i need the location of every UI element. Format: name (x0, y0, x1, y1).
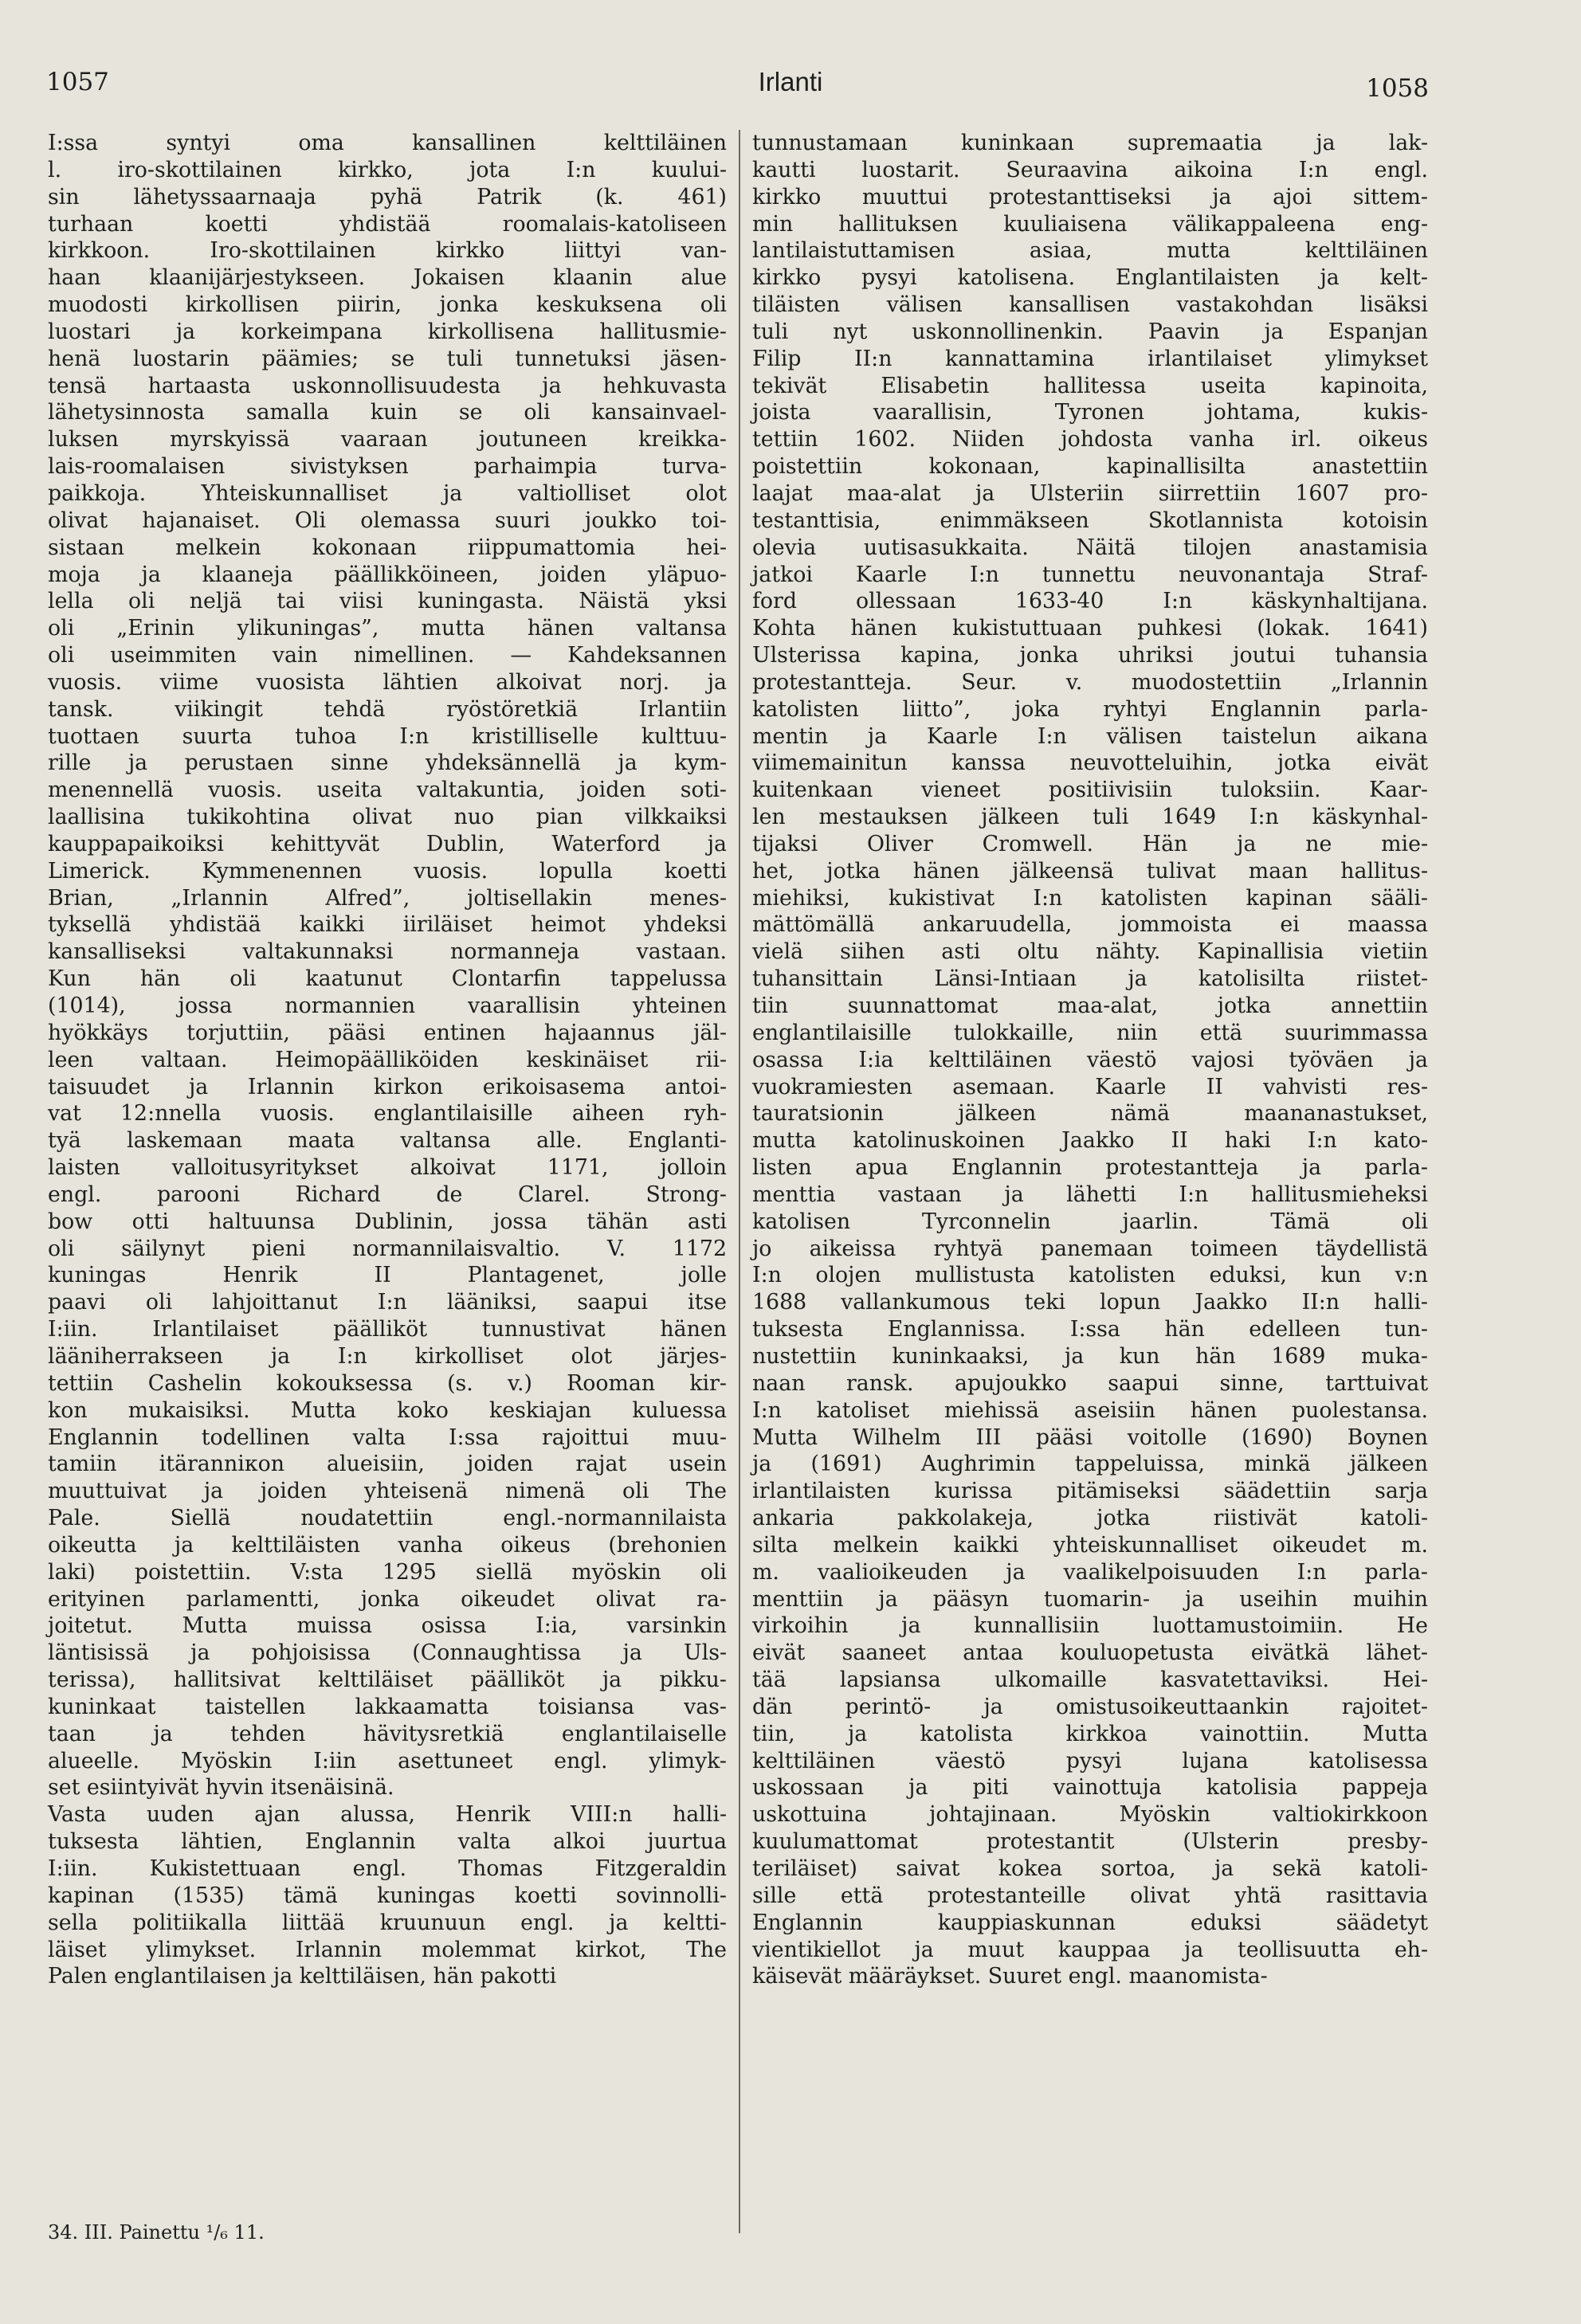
text-line: Kohta hänen kukistuttuaan puhkesi (lokak. 1641) (752, 616, 1428, 641)
text-line: rille ja perustaen sinne yhdeksännellä ja kym- (48, 750, 727, 776)
text-line: turhaan koetti yhdistää roomalais-katoliseen (48, 211, 727, 237)
text-line: alueelle. Myöskin I:iin asettuneet engl. ylimyk- (48, 1748, 727, 1773)
text-line: oli „Erinin ylikuningas”, mutta hänen valtansa (48, 616, 727, 641)
text-line: laki) poistettiin. V:sta 1295 siellä myöskin oli (48, 1559, 727, 1585)
text-line: tunnustamaan kuninkaan supremaatia ja lak- (752, 131, 1428, 155)
text-line: Englannin kauppiaskunnan eduksi säädetyt (752, 1910, 1428, 1935)
text-line: taisuudet ja Irlannin kirkon erikoisasema antoi- (48, 1074, 727, 1099)
text-line: mutta katolinuskoinen Jaakko II haki I:n kato- (752, 1128, 1428, 1154)
printing-footnote: 34. III. Painettu ¹/₆ 11. (48, 2221, 265, 2244)
text-line: dän perintö- ja omistusoikeuttaankin rajoitet- (752, 1694, 1428, 1719)
text-line: laallisina tukikohtina olivat nuo pian vilkkaiksi (48, 805, 727, 830)
text-line: testanttisia, enimmäkseen Skotlannista kotoisin (752, 508, 1428, 533)
text-line: kon mukaisiksi. Mutta koko keskiajan kuluessa (48, 1397, 727, 1423)
text-line: hyökkäys torjuttiin, pääsi entinen hajaannus jäl- (48, 1020, 727, 1045)
text-line: lantilaistuttamisen asiaa, mutta kelttiläinen (752, 238, 1428, 264)
text-line: kirkkoon. Iro-skottilainen kirkko liittyi van- (48, 238, 727, 264)
text-line: mentin ja Kaarle I:n välisen taistelun aikana (752, 723, 1428, 749)
text-line: kirkko muuttui protestanttiseksi ja ajoi sittem- (752, 184, 1428, 210)
text-line: I:ssa syntyi oma kansallinen kelttiläinen (48, 131, 727, 155)
text-line: tuksesta lähtien, Englannin valta alkoi juurtua (48, 1829, 727, 1855)
text-line: terissa), hallitsivat kelttiläiset päälliköt ja pikku- (48, 1668, 727, 1693)
column-divider (739, 130, 740, 2233)
text-line: poistettiin kokonaan, kapinallisilta anastettiin (752, 454, 1428, 480)
text-line: tettiin Cashelin kokouksessa (s. v.) Rooman kir- (48, 1370, 727, 1396)
text-line: olevia uutisasukkaita. Näitä tilojen anastamisia (752, 535, 1428, 560)
text-line: tekivät Elisabetin hallitessa useita kapinoita, (752, 373, 1428, 398)
text-line: tuli nyt uskonnollinenkin. Paavin ja Espanjan (752, 319, 1428, 344)
page-number-left: 1057 (46, 68, 109, 96)
text-line: vat 12:nnella vuosis. englantilaisille aiheen ryh- (48, 1101, 727, 1127)
text-line: luostari ja korkeimpana kirkollisena hallitusmie- (48, 319, 727, 344)
text-line: kuitenkaan vieneet positiivisiin tuloksiin. Kaar- (752, 778, 1428, 803)
text-line: protestantteja. Seur. v. muodostettiin „Irlannin (752, 669, 1428, 695)
text-line: mättömällä ankaruudella, jommoista ei maassa (752, 912, 1428, 938)
text-line: Pale. Siellä noudatettiin engl.-normannilaista (48, 1506, 727, 1531)
text-line: kansalliseksi valtakunnaksi normanneja vastaan. (48, 939, 727, 965)
text-line: kauppapaikoiksi kehittyvät Dublin, Waterford ja (48, 831, 727, 856)
text-line: tamiin itäranniкon alueisiin, joiden rajat usein (48, 1452, 727, 1477)
text-line: läntisissä ja pohjoisissa (Connaughtissa ja Uls- (48, 1640, 727, 1666)
text-line: vuokramiesten asemaan. Kaarle II vahvisti res- (752, 1074, 1428, 1099)
text-line: englantilaisille tulokkaille, niin että suurimmassa (752, 1020, 1428, 1045)
text-line: naan ransk. apujoukko saapui sinne, tarttuivat (752, 1370, 1428, 1396)
text-line: erityinen parlamentti, jonka oikeudet olivat ra- (48, 1586, 727, 1612)
text-line: silta melkein kaikki yhteiskunnalliset oikeudet m. (752, 1532, 1428, 1558)
text-line: tiin suunnattomat maa-alat, jotka annettiin (752, 993, 1428, 1018)
text-line: tää lapsiansa ulkomaille kasvatettaviksi. Hei- (752, 1668, 1428, 1693)
text-line: I:iin. Irlantilaiset päälliköt tunnustivat hänen (48, 1317, 727, 1342)
text-line: Palen englantilaisen ja kelttiläisen, hän pakotti (48, 1964, 557, 1989)
text-line: miehiksi, kukistivat I:n katolisten kapinan sääli- (752, 885, 1428, 911)
text-line: Vasta uuden ajan alussa, Henrik VIII:n halli- (48, 1802, 727, 1828)
text-line: uskottuina johtajinaan. Myöskin valtiokirkkoon (752, 1802, 1428, 1828)
text-line: ankaria pakkolakeja, jotka riistivät katoli- (752, 1506, 1428, 1531)
text-line: set esiintyivät hyvin itsenäisinä. (48, 1775, 394, 1801)
text-line: muodosti kirkollisen piirin, jonka keskuksena oli (48, 292, 727, 318)
text-line: kelttiläinen väestö pysyi lujana katolisessa (752, 1748, 1428, 1773)
text-line: irlantilaisten kurissa pitämiseksi säädettiin sarja (752, 1479, 1428, 1504)
text-line: virkoihin ja kunnallisiin luottamustoimiin. He (752, 1613, 1428, 1639)
text-line: ford ollessaan 1633-40 I:n käskynhaltijana. (752, 589, 1428, 614)
text-line: luksen myrskyissä vaaraan joutuneen kreikka- (48, 427, 727, 453)
text-line: katolisten liitto”, joka ryhtyi Englannin parla- (752, 696, 1428, 722)
text-line: tensä hartaasta uskonnollisuudesta ja hehkuvasta (48, 373, 727, 398)
text-line: käisevät määräykset. Suuret engl. maanomista- (752, 1964, 1268, 1989)
text-line: teriläiset) saivat kokea sortoa, ja sekä katoli- (752, 1856, 1428, 1881)
text-line: tyä laskemaan maata valtansa alle. Englanti- (48, 1128, 727, 1154)
text-line: nustettiin kuninkaaksi, ja kun hän 1689 muka- (752, 1343, 1428, 1369)
text-line: tuottaen suurta tuhoa I:n kristilliselle kulttuu- (48, 723, 727, 749)
text-line: I:n katoliset miehissä aseisiin hänen puolestansa. (752, 1397, 1428, 1423)
text-line: I:iin. Kukistettuaan engl. Thomas Fitzgeraldin (48, 1856, 727, 1881)
text-line: l. iro-skottilainen kirkko, jota I:n kuului- (48, 157, 727, 182)
text-line: tettiin 1602. Niiden johdosta vanha irl. oikeus (752, 427, 1428, 453)
text-line: moja ja klaaneja päällikköineen, joiden yläpuo- (48, 562, 727, 587)
text-line: Limerick. Kymmenennen vuosis. lopulla koetti (48, 858, 727, 884)
text-line: lella oli neljä tai viisi kuningasta. Näistä yksi (48, 589, 727, 614)
text-line: jatkoi Kaarle I:n tunnettu neuvonantaja Straf- (752, 562, 1428, 587)
text-line: m. vaalioikeuden ja vaalikelpoisuuden I:n parla- (752, 1559, 1428, 1585)
text-line: kirkko pysyi katolisena. Englantilaisten ja kelt- (752, 265, 1428, 291)
text-line: oli useimmiten vain nimellinen. — Kahdeksannen (48, 643, 727, 668)
text-line: joista vaarallisin, Tyronen johtama, kukis- (752, 400, 1428, 425)
text-line: jo aikeissa ryhtyä panemaan toimeen täydellistä (752, 1236, 1428, 1261)
text-line: uskossaan ja piti vainottuja katolisia pappeja (752, 1775, 1428, 1801)
text-line: sistaan melkein kokonaan riippumattomia hei- (48, 535, 727, 560)
text-line: sella politiikalla liittää kruunuun engl. ja keltti- (48, 1910, 727, 1935)
text-line: Mutta Wilhelm III pääsi voitolle (1690) Boynen (752, 1425, 1428, 1450)
text-line: Ulsterissa kapina, jonka uhriksi joutui tuhansia (752, 643, 1428, 668)
text-line: kapinan (1535) tämä kuningas koetti sovinnolli- (48, 1883, 727, 1908)
text-line: kuninkaat taistellen lakkaamatta toisiansa vas- (48, 1694, 727, 1719)
text-line: het, jotka hänen jälkeensä tulivat maan hallitus- (752, 858, 1428, 884)
text-line: leen valtaan. Heimopäälliköiden keskinäiset rii- (48, 1047, 727, 1072)
text-line: muuttuivat ja joiden yhteisenä nimenä oli The (48, 1479, 727, 1504)
text-line: viimemainitun kanssa neuvotteluihin, jotka eivät (752, 750, 1428, 776)
text-line: henä luostarin päämies; se tuli tunnetuksi jäsen- (48, 346, 727, 371)
text-line: kuningas Henrik II Plantagenet, jolle (48, 1263, 727, 1288)
text-line: tansk. viikingit tehdä ryöstöretkiä Irlantiin (48, 696, 727, 722)
text-line: sille että protestanteille olivat yhtä rasittavia (752, 1883, 1428, 1908)
text-line: Filip II:n kannattamina irlantilaiset ylimykset (752, 346, 1428, 371)
text-line: vielä siihen asti oltu nähty. Kapinallisia vietiin (752, 939, 1428, 965)
page-number-right: 1058 (1366, 74, 1429, 103)
text-line: joitetut. Mutta muissa osissa I:ia, varsinkin (48, 1613, 727, 1639)
text-line: Brian, „Irlannin Alfred”, joltisellakin menes- (48, 885, 727, 911)
text-line: vuosis. viime vuosista lähtien alkoivat norj. ja (48, 669, 727, 695)
text-line: (1014), jossa normannien vaarallisin yhteinen (48, 993, 727, 1018)
text-line: lähetysinnosta samalla kuin se oli kansainvael- (48, 400, 727, 425)
text-line: läiset ylimykset. Irlannin molemmat kirkot, The (48, 1937, 727, 1962)
text-line: laajat maa-alat ja Ulsteriin siirrettiin 1607 pro- (752, 480, 1428, 506)
text-line: olivat hajanaiset. Oli olemassa suuri joukko toi- (48, 508, 727, 533)
text-line: min hallituksen kuuliaisena välikappaleena eng- (752, 211, 1428, 237)
text-line: paavi oli lahjoittanut I:n lääniksi, saapui itse (48, 1290, 727, 1315)
text-line: ja (1691) Aughrimin tappeluissa, minkä jälkeen (752, 1452, 1428, 1477)
text-line: vientikiellot ja muut kauppaa ja teollisuutta eh- (752, 1937, 1428, 1962)
text-line: listen apua Englannin protestantteja ja parla- (752, 1155, 1428, 1181)
text-line: kautti luostarit. Seuraavina aikoina I:n engl. (752, 157, 1428, 182)
text-line: katolisen Tyrconnelin jaarlin. Tämä oli (752, 1209, 1428, 1234)
text-line: oli säilynyt pieni normannilaisvaltio. V. 1172 (48, 1236, 727, 1261)
text-line: Englannin todellinen valta I:ssa rajoittui muu- (48, 1425, 727, 1450)
right-text-column (752, 130, 1428, 1990)
left-text-column (48, 130, 727, 1990)
text-line: osassa I:ia kelttiläinen väestö vajosi työväen ja (752, 1047, 1428, 1072)
text-line: 1688 vallankumous teki lopun Jaakko II:n halli- (752, 1290, 1428, 1315)
text-line: tauratsionin jälkeen nämä maananastukset, (752, 1101, 1428, 1127)
text-line: engl. parooni Richard de Clarel. Strong- (48, 1182, 727, 1207)
text-line: len mestauksen jälkeen tuli 1649 I:n käskynhal- (752, 805, 1428, 830)
text-line: I:n olojen mullistusta katolisten eduksi, kun v:n (752, 1263, 1428, 1288)
text-line: menttiin ja pääsyn tuomarin- ja useihin muihin (752, 1586, 1428, 1612)
text-line: eivät saaneet antaa kouluopetusta eivätkä lähet- (752, 1640, 1428, 1666)
text-line: taan ja tehden hävitysretkiä englantilaiselle (48, 1721, 727, 1746)
text-line: oikeutta ja kelttiläisten vanha oikeus (brehonien (48, 1532, 727, 1558)
text-line: sin lähetyssaarnaaja pyhä Patrik (k. 461) (48, 184, 727, 210)
text-line: lais-roomalaisen sivistyksen parhaimpia turva- (48, 454, 727, 480)
text-line: menennellä vuosis. useita valtakuntia, joiden soti- (48, 778, 727, 803)
text-line: menttia vastaan ja lähetti I:n hallitusmieheksi (752, 1182, 1428, 1207)
text-line: tiin, ja katolista kirkkoa vainottiin. Mutta (752, 1721, 1428, 1746)
text-line: laisten valloitusyritykset alkoivat 1171, jolloin (48, 1155, 727, 1181)
text-line: tiläisten välisen kansallisen vastakohdan lisäksi (752, 292, 1428, 318)
running-title: Irlanti (758, 67, 823, 96)
text-line: tyksellä yhdistää kaikki iiriläiset heimot yhdeksi (48, 912, 727, 938)
text-line: tijaksi Oliver Cromwell. Hän ja ne mie- (752, 831, 1428, 856)
text-line: bow otti haltuunsa Dublinin, jossa tähän asti (48, 1209, 727, 1234)
text-line: tuksesta Englannissa. I:ssa hän edelleen tun- (752, 1317, 1428, 1342)
text-line: kuulumattomat protestantit (Ulsterin presby- (752, 1829, 1428, 1855)
text-line: tuhansittain Länsi-Intiaan ja katolisilta riistet- (752, 966, 1428, 992)
text-line: lääniherrakseen ja I:n kirkolliset olot järjes- (48, 1343, 727, 1369)
text-line: haan klaanijärjestykseen. Jokaisen klaanin alue (48, 265, 727, 291)
text-line: Kun hän oli kaatunut Clontarfin tappelussa (48, 966, 727, 992)
text-line: paikkoja. Yhteiskunnalliset ja valtiolliset olot (48, 480, 727, 506)
